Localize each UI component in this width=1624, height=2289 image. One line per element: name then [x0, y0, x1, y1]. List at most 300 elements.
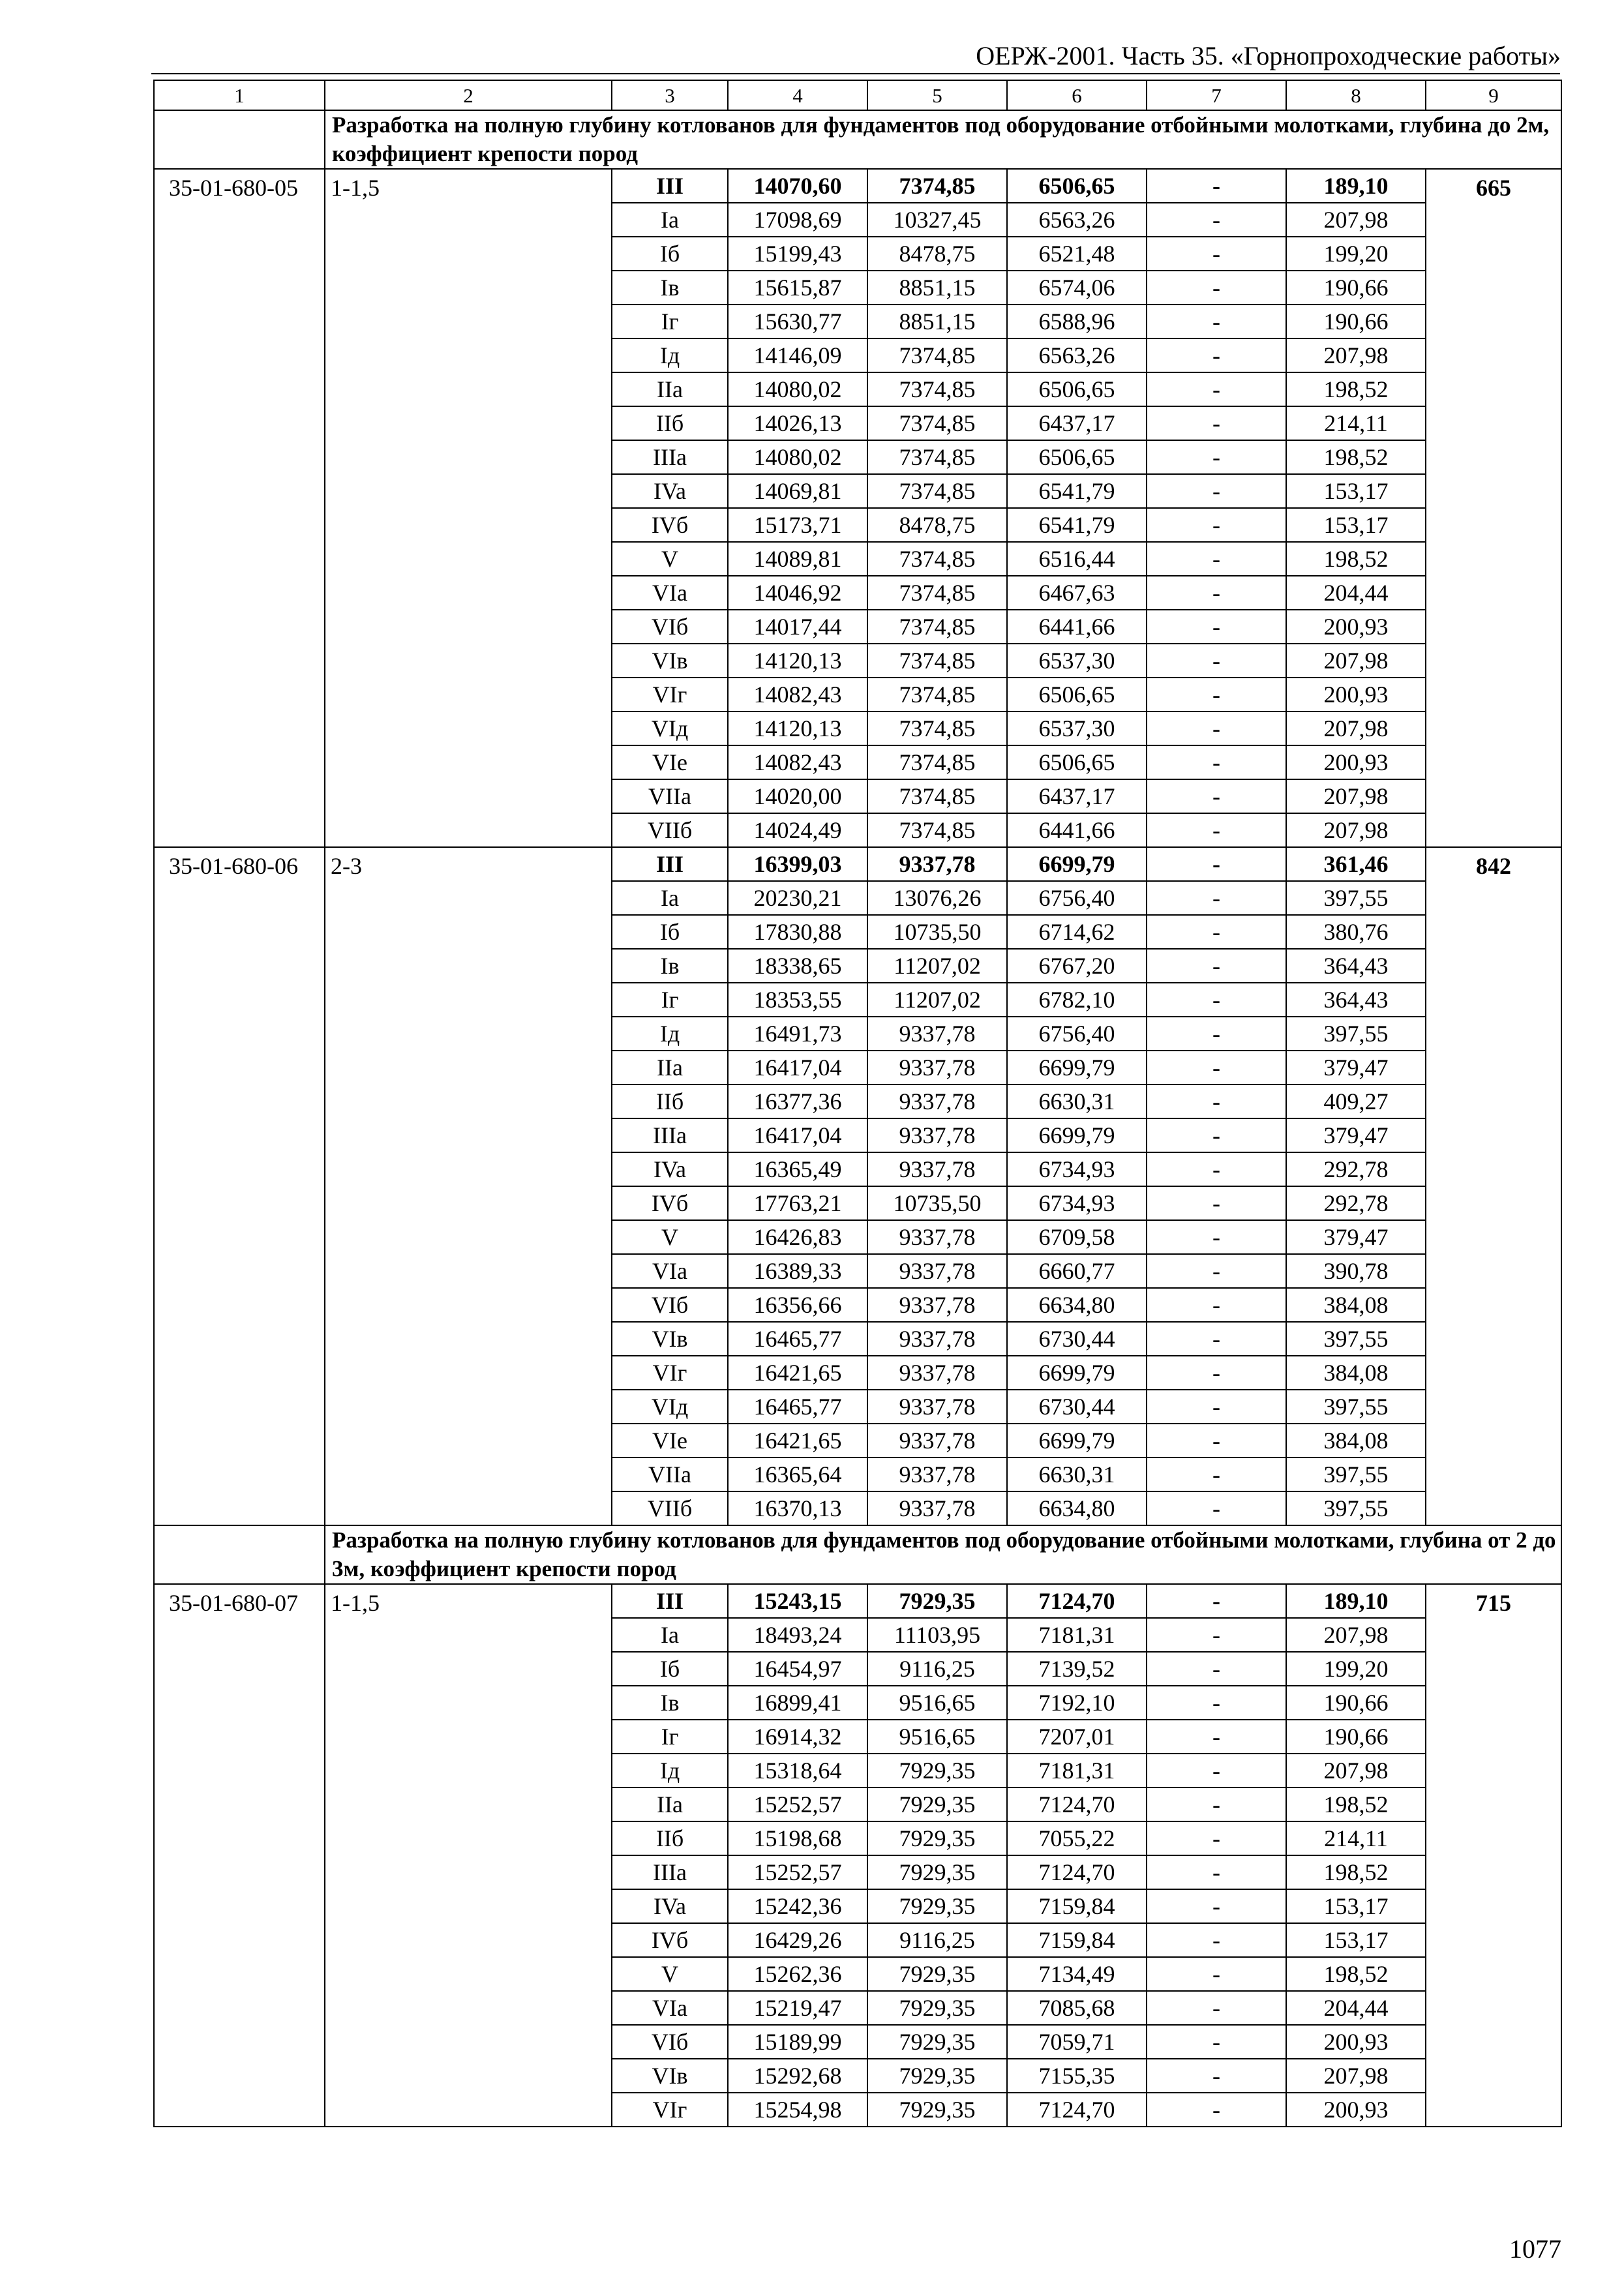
driver-wages: 207,98: [1286, 1618, 1426, 1652]
total-cost: 18493,24: [728, 1618, 867, 1652]
driver-wages: 153,17: [1286, 1889, 1426, 1923]
machine-cost: 7124,70: [1007, 1855, 1147, 1889]
labor-hours: 665: [1426, 169, 1561, 847]
driver-wages: 207,98: [1286, 2059, 1426, 2093]
column-number: 8: [1286, 80, 1426, 110]
running-header: ОЕРЖ-2001. Часть 35. «Горнопроходческие работы»: [976, 41, 1561, 70]
rate-code: 35-01-680-07: [154, 1584, 325, 2127]
materials-cost: -: [1147, 169, 1286, 203]
region-code: VIд: [612, 711, 728, 745]
region-code: III: [612, 1584, 728, 1618]
driver-wages: 207,98: [1286, 1754, 1426, 1788]
driver-wages: 207,98: [1286, 779, 1426, 813]
region-code: IVб: [612, 1186, 728, 1220]
region-code: VIIa: [612, 779, 728, 813]
driver-wages: 397,55: [1286, 1017, 1426, 1051]
machine-cost: 6437,17: [1007, 779, 1147, 813]
driver-wages: 384,08: [1286, 1356, 1426, 1390]
wages: 7929,35: [867, 1991, 1007, 2025]
machine-cost: 7139,52: [1007, 1652, 1147, 1686]
section-row: [154, 1525, 1561, 1584]
region-code: Ia: [612, 881, 728, 915]
column-number: 5: [867, 80, 1007, 110]
driver-wages: 214,11: [1286, 1821, 1426, 1855]
wages: 10735,50: [867, 1186, 1007, 1220]
materials-cost: -: [1147, 779, 1286, 813]
region-code: VIв: [612, 1322, 728, 1356]
wages: 7929,35: [867, 1889, 1007, 1923]
region-code: V: [612, 542, 728, 576]
materials-cost: -: [1147, 1855, 1286, 1889]
wages: 7374,85: [867, 372, 1007, 406]
materials-cost: -: [1147, 813, 1286, 847]
machine-cost: 7124,70: [1007, 1788, 1147, 1821]
total-cost: 17763,21: [728, 1186, 867, 1220]
machine-cost: 6734,93: [1007, 1186, 1147, 1220]
total-cost: 14089,81: [728, 542, 867, 576]
column-number: 6: [1007, 80, 1147, 110]
wages: 8478,75: [867, 508, 1007, 542]
driver-wages: 189,10: [1286, 1584, 1426, 1618]
region-code: VIa: [612, 1254, 728, 1288]
driver-wages: 198,52: [1286, 1957, 1426, 1991]
wages: 11207,02: [867, 983, 1007, 1017]
section-empty-cell: [154, 110, 325, 169]
region-code: IVa: [612, 474, 728, 508]
wages: 7374,85: [867, 711, 1007, 745]
driver-wages: 380,76: [1286, 915, 1426, 949]
driver-wages: 200,93: [1286, 610, 1426, 644]
materials-cost: -: [1147, 1686, 1286, 1720]
driver-wages: 214,11: [1286, 406, 1426, 440]
machine-cost: 6709,58: [1007, 1220, 1147, 1254]
region-code: VIг: [612, 1356, 728, 1390]
driver-wages: 292,78: [1286, 1152, 1426, 1186]
total-cost: 14017,44: [728, 610, 867, 644]
materials-cost: -: [1147, 271, 1286, 305]
region-code: V: [612, 1957, 728, 1991]
region-code: III: [612, 169, 728, 203]
driver-wages: 207,98: [1286, 711, 1426, 745]
region-code: IVб: [612, 1923, 728, 1957]
total-cost: 14080,02: [728, 372, 867, 406]
region-code: Iб: [612, 1652, 728, 1686]
materials-cost: -: [1147, 1118, 1286, 1152]
section-row: [154, 110, 1561, 169]
total-cost: 17830,88: [728, 915, 867, 949]
total-cost: 16356,66: [728, 1288, 867, 1322]
driver-wages: 397,55: [1286, 1390, 1426, 1424]
materials-cost: -: [1147, 1491, 1286, 1525]
driver-wages: 397,55: [1286, 881, 1426, 915]
machine-cost: 6634,80: [1007, 1491, 1147, 1525]
driver-wages: 384,08: [1286, 1288, 1426, 1322]
rock-hardness: 1-1,5: [325, 169, 612, 847]
wages: 9337,78: [867, 1458, 1007, 1491]
total-cost: 16426,83: [728, 1220, 867, 1254]
labor-hours: 842: [1426, 847, 1561, 1525]
driver-wages: 379,47: [1286, 1051, 1426, 1085]
machine-cost: 6660,77: [1007, 1254, 1147, 1288]
region-code: VIIб: [612, 813, 728, 847]
driver-wages: 292,78: [1286, 1186, 1426, 1220]
materials-cost: -: [1147, 1584, 1286, 1618]
materials-cost: -: [1147, 1991, 1286, 2025]
total-cost: 15252,57: [728, 1788, 867, 1821]
total-cost: 15243,15: [728, 1584, 867, 1618]
region-code: VIг: [612, 678, 728, 711]
machine-cost: 6563,26: [1007, 203, 1147, 237]
total-cost: 16417,04: [728, 1118, 867, 1152]
materials-cost: -: [1147, 237, 1286, 271]
materials-cost: -: [1147, 508, 1286, 542]
total-cost: 16417,04: [728, 1051, 867, 1085]
machine-cost: 7059,71: [1007, 2025, 1147, 2059]
wages: 10327,45: [867, 203, 1007, 237]
driver-wages: 384,08: [1286, 1424, 1426, 1458]
machine-cost: 6699,79: [1007, 1118, 1147, 1152]
section-empty-cell: [154, 1525, 325, 1584]
materials-cost: -: [1147, 2059, 1286, 2093]
wages: 9337,78: [867, 1051, 1007, 1085]
machine-cost: 6630,31: [1007, 1458, 1147, 1491]
machine-cost: 6699,79: [1007, 1356, 1147, 1390]
total-cost: 18353,55: [728, 983, 867, 1017]
materials-cost: -: [1147, 1923, 1286, 1957]
total-cost: 15630,77: [728, 305, 867, 338]
materials-cost: -: [1147, 1186, 1286, 1220]
total-cost: 20230,21: [728, 881, 867, 915]
wages: 9337,78: [867, 1322, 1007, 1356]
wages: 11207,02: [867, 949, 1007, 983]
driver-wages: 204,44: [1286, 576, 1426, 610]
region-code: Iд: [612, 1754, 728, 1788]
wages: 9337,78: [867, 1491, 1007, 1525]
machine-cost: 6734,93: [1007, 1152, 1147, 1186]
wages: 11103,95: [867, 1618, 1007, 1652]
driver-wages: 200,93: [1286, 745, 1426, 779]
column-number: 7: [1147, 80, 1286, 110]
total-cost: 15242,36: [728, 1889, 867, 1923]
table-row: [154, 1584, 1561, 1618]
total-cost: 15189,99: [728, 2025, 867, 2059]
total-cost: 14024,49: [728, 813, 867, 847]
table-row: [154, 847, 1561, 881]
materials-cost: -: [1147, 711, 1286, 745]
wages: 7374,85: [867, 542, 1007, 576]
region-code: VIIa: [612, 1458, 728, 1491]
driver-wages: 190,66: [1286, 305, 1426, 338]
total-cost: 16389,33: [728, 1254, 867, 1288]
driver-wages: 190,66: [1286, 1686, 1426, 1720]
materials-cost: -: [1147, 1322, 1286, 1356]
wages: 9337,78: [867, 1424, 1007, 1458]
materials-cost: -: [1147, 745, 1286, 779]
driver-wages: 200,93: [1286, 678, 1426, 711]
driver-wages: 198,52: [1286, 372, 1426, 406]
total-cost: 16365,64: [728, 1458, 867, 1491]
total-cost: 14046,92: [728, 576, 867, 610]
materials-cost: -: [1147, 1220, 1286, 1254]
materials-cost: -: [1147, 847, 1286, 881]
materials-cost: -: [1147, 338, 1286, 372]
wages: 7374,85: [867, 474, 1007, 508]
materials-cost: -: [1147, 1821, 1286, 1855]
driver-wages: 198,52: [1286, 1788, 1426, 1821]
wages: 9337,78: [867, 1356, 1007, 1390]
region-code: IIб: [612, 406, 728, 440]
total-cost: 15173,71: [728, 508, 867, 542]
driver-wages: 200,93: [1286, 2025, 1426, 2059]
total-cost: 15198,68: [728, 1821, 867, 1855]
machine-cost: 6441,66: [1007, 610, 1147, 644]
wages: 13076,26: [867, 881, 1007, 915]
region-code: VIб: [612, 1288, 728, 1322]
total-cost: 15199,43: [728, 237, 867, 271]
wages: 9516,65: [867, 1720, 1007, 1754]
machine-cost: 6541,79: [1007, 508, 1147, 542]
total-cost: 16365,49: [728, 1152, 867, 1186]
region-code: IVa: [612, 1889, 728, 1923]
materials-cost: -: [1147, 1957, 1286, 1991]
total-cost: 15292,68: [728, 2059, 867, 2093]
total-cost: 16465,77: [728, 1390, 867, 1424]
wages: 7929,35: [867, 2093, 1007, 2127]
machine-cost: 7134,49: [1007, 1957, 1147, 1991]
region-code: Iг: [612, 1720, 728, 1754]
driver-wages: 207,98: [1286, 338, 1426, 372]
wages: 7929,35: [867, 1788, 1007, 1821]
machine-cost: 6506,65: [1007, 169, 1147, 203]
materials-cost: -: [1147, 542, 1286, 576]
total-cost: 16429,26: [728, 1923, 867, 1957]
driver-wages: 361,46: [1286, 847, 1426, 881]
materials-cost: -: [1147, 406, 1286, 440]
machine-cost: 6467,63: [1007, 576, 1147, 610]
driver-wages: 198,52: [1286, 542, 1426, 576]
machine-cost: 6441,66: [1007, 813, 1147, 847]
machine-cost: 6756,40: [1007, 1017, 1147, 1051]
machine-cost: 7207,01: [1007, 1720, 1147, 1754]
total-cost: 14020,00: [728, 779, 867, 813]
region-code: Iг: [612, 305, 728, 338]
region-code: IIa: [612, 1051, 728, 1085]
page-number: 1077: [1509, 2234, 1561, 2264]
wages: 9116,25: [867, 1652, 1007, 1686]
machine-cost: 7159,84: [1007, 1923, 1147, 1957]
total-cost: 15252,57: [728, 1855, 867, 1889]
machine-cost: 6699,79: [1007, 1424, 1147, 1458]
total-cost: 16377,36: [728, 1085, 867, 1118]
driver-wages: 198,52: [1286, 440, 1426, 474]
total-cost: 14082,43: [728, 678, 867, 711]
materials-cost: -: [1147, 1458, 1286, 1491]
wages: 9116,25: [867, 1923, 1007, 1957]
region-code: IIб: [612, 1085, 728, 1118]
machine-cost: 7055,22: [1007, 1821, 1147, 1855]
column-number: 4: [728, 80, 867, 110]
machine-cost: 7085,68: [1007, 1991, 1147, 2025]
total-cost: 14146,09: [728, 338, 867, 372]
materials-cost: -: [1147, 1754, 1286, 1788]
machine-cost: 7155,35: [1007, 2059, 1147, 2093]
total-cost: 14080,02: [728, 440, 867, 474]
column-number: 3: [612, 80, 728, 110]
machine-cost: 7181,31: [1007, 1754, 1147, 1788]
wages: 7929,35: [867, 1957, 1007, 1991]
region-code: VIa: [612, 1991, 728, 2025]
total-cost: 16491,73: [728, 1017, 867, 1051]
driver-wages: 207,98: [1286, 203, 1426, 237]
wages: 10735,50: [867, 915, 1007, 949]
total-cost: 14120,13: [728, 711, 867, 745]
machine-cost: 6699,79: [1007, 1051, 1147, 1085]
materials-cost: -: [1147, 1288, 1286, 1322]
wages: 9337,78: [867, 1118, 1007, 1152]
materials-cost: -: [1147, 1652, 1286, 1686]
column-number: 9: [1426, 80, 1561, 110]
rock-hardness: 2-3: [325, 847, 612, 1525]
materials-cost: -: [1147, 2093, 1286, 2127]
wages: 9337,78: [867, 1220, 1007, 1254]
total-cost: 16421,65: [728, 1356, 867, 1390]
section-title: Разработка на полную глубину котлованов для фундаментов под оборудование отбойными молотками, глубина от 2 до 3м, коэффициент крепости пород: [325, 1525, 1561, 1584]
rock-hardness: 1-1,5: [325, 1584, 612, 2127]
materials-cost: -: [1147, 881, 1286, 915]
materials-cost: -: [1147, 1889, 1286, 1923]
column-number-row: [154, 80, 1561, 110]
region-code: VIд: [612, 1390, 728, 1424]
materials-cost: -: [1147, 983, 1286, 1017]
machine-cost: 6730,44: [1007, 1322, 1147, 1356]
total-cost: 14120,13: [728, 644, 867, 678]
materials-cost: -: [1147, 644, 1286, 678]
machine-cost: 6506,65: [1007, 678, 1147, 711]
region-code: Iд: [612, 1017, 728, 1051]
materials-cost: -: [1147, 1254, 1286, 1288]
materials-cost: -: [1147, 372, 1286, 406]
materials-cost: -: [1147, 1017, 1286, 1051]
materials-cost: -: [1147, 576, 1286, 610]
wages: 9337,78: [867, 1288, 1007, 1322]
total-cost: 16454,97: [728, 1652, 867, 1686]
wages: 7929,35: [867, 1855, 1007, 1889]
region-code: Iв: [612, 271, 728, 305]
region-code: Iв: [612, 949, 728, 983]
wages: 7374,85: [867, 169, 1007, 203]
region-code: VIa: [612, 576, 728, 610]
region-code: IIa: [612, 1788, 728, 1821]
wages: 7374,85: [867, 610, 1007, 644]
driver-wages: 199,20: [1286, 237, 1426, 271]
table-row: [154, 169, 1561, 203]
wages: 7929,35: [867, 1754, 1007, 1788]
wages: 9337,78: [867, 1085, 1007, 1118]
total-cost: 14069,81: [728, 474, 867, 508]
machine-cost: 6541,79: [1007, 474, 1147, 508]
machine-cost: 6537,30: [1007, 644, 1147, 678]
machine-cost: 6506,65: [1007, 745, 1147, 779]
machine-cost: 7124,70: [1007, 2093, 1147, 2127]
wages: 9337,78: [867, 847, 1007, 881]
region-code: IVa: [612, 1152, 728, 1186]
wages: 9337,78: [867, 1390, 1007, 1424]
wages: 9516,65: [867, 1686, 1007, 1720]
machine-cost: 6756,40: [1007, 881, 1147, 915]
driver-wages: 379,47: [1286, 1220, 1426, 1254]
materials-cost: -: [1147, 2025, 1286, 2059]
total-cost: 14070,60: [728, 169, 867, 203]
wages: 7374,85: [867, 406, 1007, 440]
wages: 7374,85: [867, 678, 1007, 711]
region-code: V: [612, 1220, 728, 1254]
driver-wages: 199,20: [1286, 1652, 1426, 1686]
total-cost: 14082,43: [728, 745, 867, 779]
header-rule: [151, 73, 1560, 74]
region-code: Ia: [612, 203, 728, 237]
wages: 7929,35: [867, 1584, 1007, 1618]
wages: 7929,35: [867, 2059, 1007, 2093]
materials-cost: -: [1147, 610, 1286, 644]
region-code: IIIa: [612, 1855, 728, 1889]
machine-cost: 6563,26: [1007, 338, 1147, 372]
driver-wages: 397,55: [1286, 1491, 1426, 1525]
total-cost: 16421,65: [728, 1424, 867, 1458]
wages: 8478,75: [867, 237, 1007, 271]
driver-wages: 397,55: [1286, 1322, 1426, 1356]
wages: 7374,85: [867, 440, 1007, 474]
machine-cost: 6630,31: [1007, 1085, 1147, 1118]
region-code: Iб: [612, 915, 728, 949]
total-cost: 16399,03: [728, 847, 867, 881]
region-code: VIe: [612, 1424, 728, 1458]
rate-code: 35-01-680-05: [154, 169, 325, 847]
region-code: Iд: [612, 338, 728, 372]
machine-cost: 6699,79: [1007, 847, 1147, 881]
machine-cost: 7124,70: [1007, 1584, 1147, 1618]
machine-cost: 6767,20: [1007, 949, 1147, 983]
driver-wages: 397,55: [1286, 1458, 1426, 1491]
rates-table: [153, 80, 1562, 2127]
materials-cost: -: [1147, 678, 1286, 711]
materials-cost: -: [1147, 1788, 1286, 1821]
region-code: IIa: [612, 372, 728, 406]
machine-cost: 6506,65: [1007, 440, 1147, 474]
total-cost: 16370,13: [728, 1491, 867, 1525]
total-cost: 16465,77: [728, 1322, 867, 1356]
materials-cost: -: [1147, 1390, 1286, 1424]
wages: 7374,85: [867, 779, 1007, 813]
materials-cost: -: [1147, 1618, 1286, 1652]
driver-wages: 153,17: [1286, 474, 1426, 508]
materials-cost: -: [1147, 440, 1286, 474]
driver-wages: 189,10: [1286, 169, 1426, 203]
driver-wages: 153,17: [1286, 1923, 1426, 1957]
driver-wages: 204,44: [1286, 1991, 1426, 2025]
materials-cost: -: [1147, 1152, 1286, 1186]
region-code: IIIa: [612, 1118, 728, 1152]
wages: 7374,85: [867, 745, 1007, 779]
region-code: Iб: [612, 237, 728, 271]
wages: 9337,78: [867, 1254, 1007, 1288]
region-code: VIб: [612, 610, 728, 644]
machine-cost: 6521,48: [1007, 237, 1147, 271]
region-code: VIIб: [612, 1491, 728, 1525]
driver-wages: 409,27: [1286, 1085, 1426, 1118]
wages: 7374,85: [867, 813, 1007, 847]
total-cost: 16914,32: [728, 1720, 867, 1754]
region-code: VIг: [612, 2093, 728, 2127]
